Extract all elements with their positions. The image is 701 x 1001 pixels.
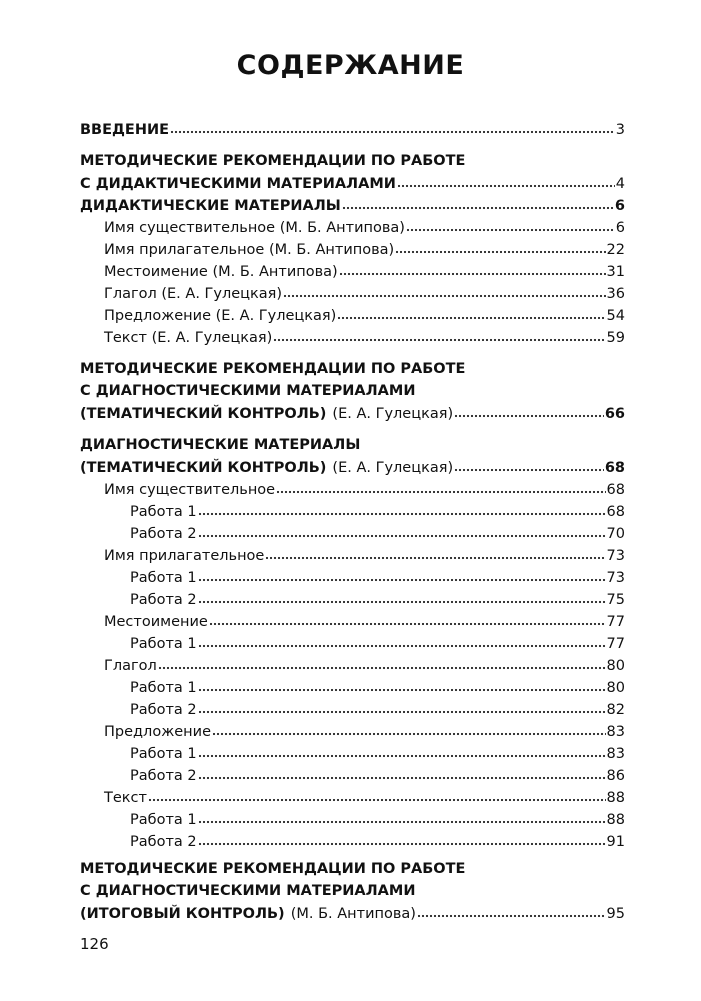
entry-text: Работа 1 [130, 636, 197, 652]
toc-work-entry [130, 830, 625, 852]
toc-subentry [104, 238, 625, 260]
entry-text: Работа 1 [130, 504, 197, 520]
entry-page: 4 [615, 176, 625, 192]
dot-leader [198, 698, 606, 714]
entry-text: С ДИАГНОСТИЧЕСКИМИ МАТЕРИАЛАМИ [80, 883, 416, 899]
entry-text: МЕТОДИЧЕСКИЕ РЕКОМЕНДАЦИИ ПО РАБОТЕ [80, 861, 466, 877]
entry-text: Работа 2 [130, 526, 197, 542]
entry-text: ВВЕДЕНИЕ [80, 122, 170, 138]
entry-page: 6 [614, 198, 625, 214]
entry-page: 3 [615, 122, 625, 138]
entry-text: Глагол [104, 658, 157, 674]
toc-section-heading [80, 434, 625, 456]
entry-page: 88 [606, 790, 625, 806]
dot-leader [212, 720, 606, 736]
entry-page: 75 [606, 592, 625, 608]
toc-section-heading [80, 858, 625, 880]
entry-page: 86 [606, 768, 625, 784]
toc-entry-introduction [80, 118, 625, 140]
toc-work-entry [130, 808, 625, 830]
entry-text: Работа 2 [130, 702, 197, 718]
toc-entry [80, 172, 625, 194]
dot-leader [198, 808, 606, 824]
toc-subentry [104, 654, 625, 676]
dot-leader [198, 830, 606, 846]
toc-work-entry [130, 500, 625, 522]
toc-section-heading [80, 880, 625, 902]
toc-subentry [104, 260, 625, 282]
toc-work-entry [130, 522, 625, 544]
entry-page: 73 [606, 570, 625, 586]
entry-text: (ИТОГОВЫЙ КОНТРОЛЬ) [80, 906, 285, 922]
toc-section-heading [80, 358, 625, 380]
entry-text: ДИДАКТИЧЕСКИЕ МАТЕРИАЛЫ [80, 198, 341, 214]
entry-text: ДИАГНОСТИЧЕСКИЕ МАТЕРИАЛЫ [80, 437, 361, 453]
entry-text: С ДИАГНОСТИЧЕСКИМИ МАТЕРИАЛАМИ [80, 383, 416, 399]
dot-leader [158, 654, 606, 670]
page-title: СОДЕРЖАНИЕ [236, 50, 465, 81]
entry-page: 68 [604, 460, 625, 476]
entry-text: Работа 1 [130, 570, 197, 586]
entry-page: 66 [604, 406, 625, 422]
entry-text: Работа 2 [130, 834, 197, 850]
entry-page: 88 [606, 812, 625, 828]
dot-leader [342, 194, 614, 210]
entry-text: Имя прилагательное (М. Б. Антипова) [104, 242, 395, 258]
toc-work-entry [130, 764, 625, 786]
toc-subentry [104, 304, 625, 326]
entry-text: Работа 1 [130, 680, 197, 696]
dot-leader [198, 588, 606, 604]
toc-subentry [104, 326, 625, 348]
entry-page: 95 [606, 906, 625, 922]
dot-leader [198, 742, 606, 758]
entry-text: (ТЕМАТИЧЕСКИЙ КОНТРОЛЬ) [80, 406, 327, 422]
toc-subentry [104, 544, 625, 566]
entry-text: Работа 2 [130, 768, 197, 784]
dot-leader [337, 304, 605, 320]
entry-page: 68 [606, 482, 625, 498]
dot-leader [198, 676, 606, 692]
dot-leader [198, 500, 606, 516]
entry-page: 68 [606, 504, 625, 520]
dot-leader [148, 786, 606, 802]
entry-page: 70 [606, 526, 625, 542]
entry-text: Текст [104, 790, 147, 806]
entry-text: Предложение [104, 724, 212, 740]
entry-text: Имя существительное [104, 482, 276, 498]
entry-text: Местоимение (М. Б. Антипова) [104, 264, 338, 280]
page-number: 126 [80, 935, 109, 953]
toc-section-heading [80, 380, 625, 402]
toc-subentry [104, 720, 625, 742]
toc-entry [80, 194, 625, 216]
toc-entry [80, 402, 625, 424]
dot-leader [276, 478, 605, 494]
toc-work-entry [130, 676, 625, 698]
dot-leader [454, 402, 604, 418]
entry-page: 22 [606, 242, 625, 258]
entry-text: МЕТОДИЧЕСКИЕ РЕКОМЕНДАЦИИ ПО РАБОТЕ [80, 361, 466, 377]
entry-page: 91 [606, 834, 625, 850]
toc-work-entry [130, 742, 625, 764]
toc-entry [80, 902, 625, 924]
toc-subentry [104, 786, 625, 808]
dot-leader [198, 764, 606, 780]
entry-text: Местоимение [104, 614, 208, 630]
toc-subentry [104, 610, 625, 632]
entry-page: 77 [606, 614, 625, 630]
dot-leader [170, 118, 615, 134]
entry-page: 82 [606, 702, 625, 718]
entry-text: Имя прилагательное [104, 548, 265, 564]
entry-author: (Е. А. Гулецкая) [332, 460, 454, 476]
dot-leader [198, 522, 606, 538]
dot-leader [339, 260, 606, 276]
dot-leader [454, 456, 604, 472]
entry-text: Предложение (Е. А. Гулецкая) [104, 308, 337, 324]
entry-text: Глагол (Е. А. Гулецкая) [104, 286, 283, 302]
entry-text: Работа 1 [130, 812, 197, 828]
entry-page: 31 [606, 264, 625, 280]
entry-text: С ДИДАКТИЧЕСКИМИ МАТЕРИАЛАМИ [80, 176, 396, 192]
dot-leader [265, 544, 605, 560]
dot-leader [273, 326, 605, 342]
entry-text: Текст (Е. А. Гулецкая) [104, 330, 273, 346]
entry-page: 6 [615, 220, 625, 236]
entry-page: 80 [606, 658, 625, 674]
dot-leader [209, 610, 606, 626]
toc-work-entry [130, 566, 625, 588]
dot-leader [417, 902, 606, 918]
entry-page: 77 [606, 636, 625, 652]
entry-page: 54 [606, 308, 625, 324]
entry-page: 83 [606, 746, 625, 762]
dot-leader [198, 566, 606, 582]
toc-section-heading [80, 150, 625, 172]
dot-leader [198, 632, 606, 648]
dot-leader [283, 282, 606, 298]
entry-text: (ТЕМАТИЧЕСКИЙ КОНТРОЛЬ) [80, 460, 327, 476]
entry-page: 73 [606, 548, 625, 564]
dot-leader [395, 238, 605, 254]
entry-text: Имя существительное (М. Б. Антипова) [104, 220, 405, 236]
entry-text: МЕТОДИЧЕСКИЕ РЕКОМЕНДАЦИИ ПО РАБОТЕ [80, 153, 466, 169]
toc-entry [80, 456, 625, 478]
toc-subentry [104, 216, 625, 238]
entry-author: (Е. А. Гулецкая) [332, 406, 454, 422]
entry-page: 83 [606, 724, 625, 740]
entry-author: (М. Б. Антипова) [290, 906, 416, 922]
toc-work-entry [130, 632, 625, 654]
entry-page: 36 [606, 286, 625, 302]
toc-work-entry [130, 588, 625, 610]
entry-text: Работа 1 [130, 746, 197, 762]
entry-text: Работа 2 [130, 592, 197, 608]
entry-page: 80 [606, 680, 625, 696]
dot-leader [397, 172, 615, 188]
toc-subentry [104, 478, 625, 500]
toc-work-entry [130, 698, 625, 720]
entry-page: 59 [606, 330, 625, 346]
toc-subentry [104, 282, 625, 304]
dot-leader [406, 216, 615, 232]
